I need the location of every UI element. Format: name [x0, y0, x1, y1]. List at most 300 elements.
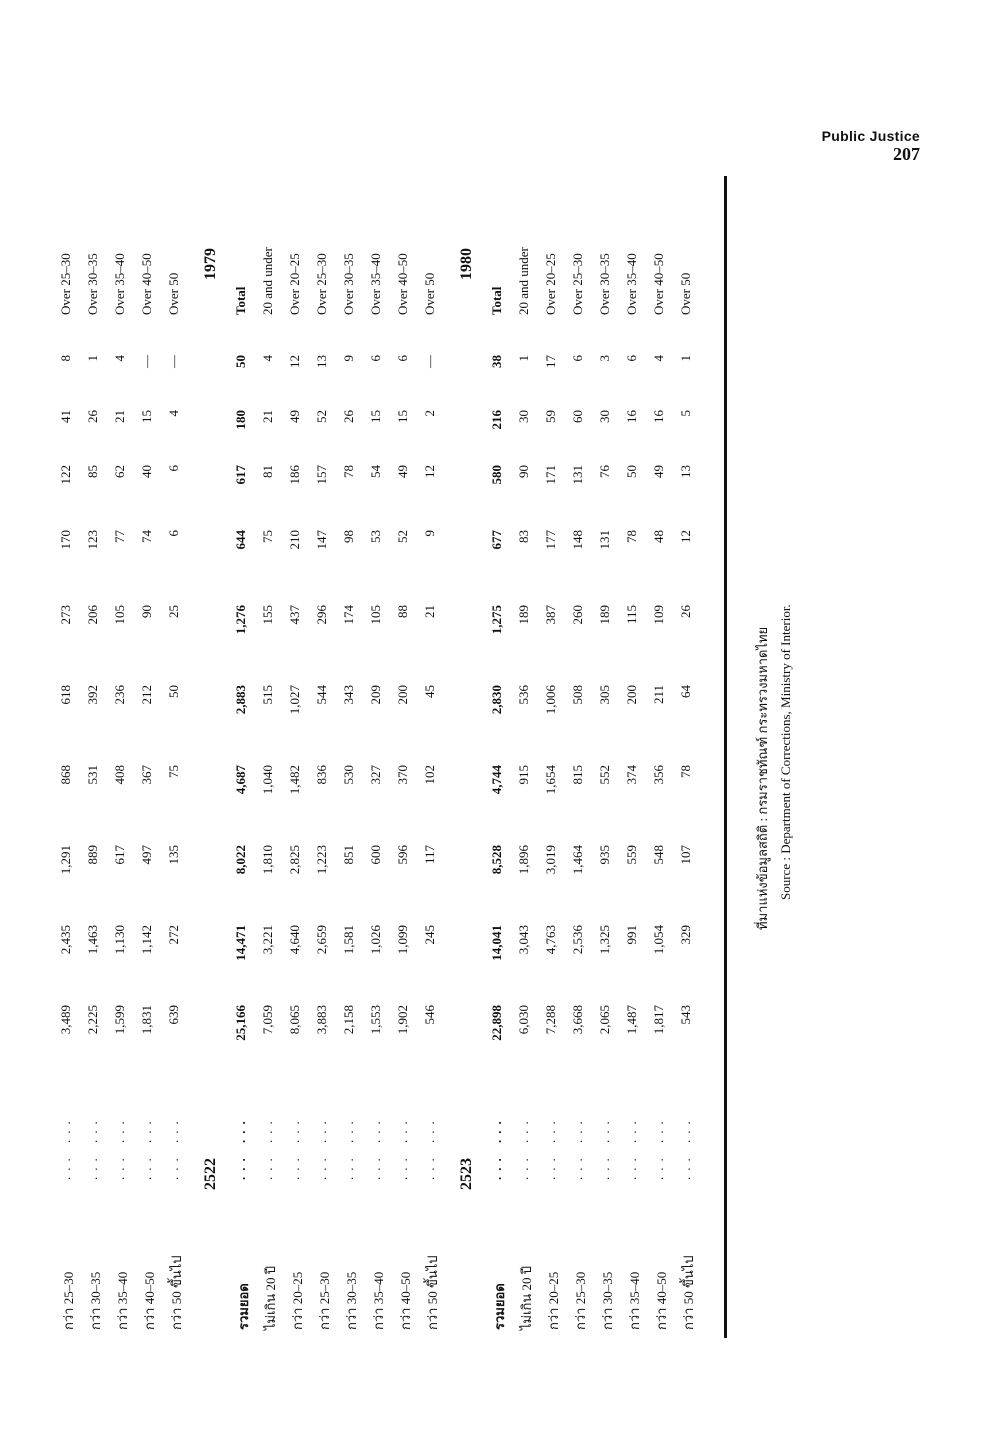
table-cell: 52: [314, 410, 329, 423]
row-label-english: Over 25–30: [314, 253, 329, 315]
row-label-thai: กว่า 40–50: [654, 1271, 669, 1330]
row-label-english: Over 40–50: [651, 253, 666, 315]
row-label-thai: กว่า 50 ขึ้นไป: [681, 1255, 696, 1330]
table-cell: 580: [489, 465, 504, 485]
table-cell: 26: [341, 410, 356, 423]
table-cell: 548: [651, 845, 666, 865]
leader-dots: ... ...: [516, 1115, 531, 1180]
table-cell: 189: [516, 605, 531, 625]
table-cell: 88: [395, 605, 410, 618]
table-cell: 868: [58, 765, 73, 785]
table-cell: 25,166: [233, 1005, 248, 1041]
table-cell: 1,464: [570, 845, 585, 875]
table-cell: 50: [166, 685, 181, 698]
table-cell: 3,221: [260, 925, 275, 955]
table-cell: 26: [85, 410, 100, 423]
table-cell: 1,291: [58, 845, 73, 875]
leader-dots: ... ...: [112, 1115, 127, 1180]
table-cell: 4,640: [287, 925, 302, 955]
table-cell: 815: [570, 765, 585, 785]
table-cell: 85: [85, 465, 100, 478]
row-label-thai: กว่า 20–25: [290, 1271, 305, 1330]
row-label-english: 20 and under: [516, 247, 531, 315]
table-row: [257, 170, 283, 1340]
table-cell: 915: [516, 765, 531, 785]
row-label-thai: กว่า 35–40: [115, 1271, 130, 1330]
table-cell: 559: [624, 845, 639, 865]
table-cell: 16: [624, 410, 639, 423]
table-row: [486, 170, 512, 1340]
table-cell: 148: [570, 530, 585, 550]
table-cell: 356: [651, 765, 666, 785]
table-cell: 30: [597, 410, 612, 423]
row-label-english: Over 30–35: [597, 253, 612, 315]
table-cell: 40: [139, 465, 154, 478]
table-cell: 4: [166, 410, 181, 417]
table-cell: 171: [543, 465, 558, 485]
leader-dots: ... ...: [597, 1115, 612, 1180]
table-cell: 9: [341, 355, 356, 362]
table-cell: 4: [112, 355, 127, 362]
leader-dots: ... ...: [368, 1115, 383, 1180]
table-cell: 296: [314, 605, 329, 625]
row-label-english: Over 20–25: [287, 253, 302, 315]
table-cell: 6: [395, 355, 410, 362]
table-cell: 13: [314, 355, 329, 368]
table-cell: 83: [516, 530, 531, 543]
table-cell: 14,041: [489, 925, 504, 961]
table-cell: 21: [422, 605, 437, 618]
table-cell: 81: [260, 465, 275, 478]
table-cell: 75: [260, 530, 275, 543]
table-row: [163, 170, 189, 1340]
table-cell: 123: [85, 530, 100, 550]
table-cell: 374: [624, 765, 639, 785]
table-cell: 1: [678, 355, 693, 362]
table-cell: 17: [543, 355, 558, 368]
row-label-english: Over 50: [166, 272, 181, 315]
table-cell: 211: [651, 685, 666, 705]
table-row: [338, 170, 364, 1340]
table-cell: 2,225: [85, 1005, 100, 1035]
table-cell: 22,898: [489, 1005, 504, 1041]
table-cell: 135: [166, 845, 181, 865]
table-cell: 1: [516, 355, 531, 362]
table-cell: —: [422, 355, 437, 368]
leader-dots: ... ...: [139, 1115, 154, 1180]
table-cell: 272: [166, 925, 181, 945]
table-cell: 536: [516, 685, 531, 705]
table-cell: 90: [516, 465, 531, 478]
table-cell: 77: [112, 530, 127, 543]
table-row: [392, 170, 418, 1340]
table-row: [284, 170, 310, 1340]
leader-dots: ... ...: [58, 1115, 73, 1180]
leader-dots: ... ...: [166, 1115, 181, 1180]
table-cell: 50: [624, 465, 639, 478]
table-cell: 543: [678, 1005, 693, 1025]
table-cell: 552: [597, 765, 612, 785]
table-row: [567, 170, 593, 1340]
table-cell: 49: [395, 465, 410, 478]
table-row: [109, 170, 135, 1340]
leader-dots: ... ...: [233, 1115, 248, 1180]
year-label-english: 1980: [458, 248, 475, 280]
table-cell: 174: [341, 605, 356, 625]
leader-dots: ... ...: [260, 1115, 275, 1180]
table-cell: 6,030: [516, 1005, 531, 1035]
table-cell: 437: [287, 605, 302, 625]
table-cell: 1,026: [368, 925, 383, 955]
table-cell: 544: [314, 685, 329, 705]
table-cell: 889: [85, 845, 100, 865]
table-cell: 497: [139, 845, 154, 865]
table-row: [621, 170, 647, 1340]
table-row: [136, 170, 162, 1340]
table-cell: 105: [112, 605, 127, 625]
table-cell: 131: [597, 530, 612, 550]
row-label-english: Over 35–40: [368, 253, 383, 315]
table-cell: 1,487: [624, 1005, 639, 1035]
table-cell: 102: [422, 765, 437, 785]
table-cell: 1,902: [395, 1005, 410, 1035]
leader-dots: ... ...: [314, 1115, 329, 1180]
row-label-english: Over 35–40: [624, 253, 639, 315]
row-label-thai: ไม่เกิน 20 ปี: [519, 1265, 534, 1330]
table-row: [365, 170, 391, 1340]
table-cell: 15: [139, 410, 154, 423]
table-cell: 2,659: [314, 925, 329, 955]
table-cell: 617: [233, 465, 248, 485]
table-row: [540, 170, 566, 1340]
table-cell: 1,896: [516, 845, 531, 875]
table-row: [230, 170, 256, 1340]
table-cell: 8,022: [233, 845, 248, 875]
page-number: 207: [893, 144, 920, 165]
table-cell: 7,059: [260, 1005, 275, 1035]
row-label-thai: รวมยอด: [236, 1283, 251, 1330]
table-cell: 530: [341, 765, 356, 785]
table-cell: 109: [651, 605, 666, 625]
row-label-english: Over 50: [422, 272, 437, 315]
table-cell: 1: [85, 355, 100, 362]
table-cell: 4,687: [233, 765, 248, 795]
table-cell: 1,223: [314, 845, 329, 875]
table-cell: 327: [368, 765, 383, 785]
table-cell: 546: [422, 1005, 437, 1025]
table-cell: 3: [597, 355, 612, 362]
table-cell: 1,482: [287, 765, 302, 795]
row-label-english: Over 50: [678, 272, 693, 315]
table-cell: 1,325: [597, 925, 612, 955]
row-label-thai: กว่า 25–30: [317, 1271, 332, 1330]
table-cell: —: [139, 355, 154, 368]
row-label-english: Total: [489, 286, 504, 315]
table-cell: 49: [287, 410, 302, 423]
row-label-thai: กว่า 50 ขึ้นไป: [425, 1255, 440, 1330]
row-label-thai: กว่า 40–50: [142, 1271, 157, 1330]
table-cell: 3,668: [570, 1005, 585, 1035]
table-cell: 596: [395, 845, 410, 865]
row-label-thai: กว่า 30–35: [88, 1271, 103, 1330]
row-label-english: Over 20–25: [543, 253, 558, 315]
table-row: [311, 170, 337, 1340]
table-cell: 45: [422, 685, 437, 698]
table-cell: 1,831: [139, 1005, 154, 1035]
table-cell: 2,830: [489, 685, 504, 715]
table-cell: 216: [489, 410, 504, 430]
leader-dots: ... ...: [85, 1115, 100, 1180]
table-cell: 206: [85, 605, 100, 625]
table-cell: 78: [624, 530, 639, 543]
table-cell: 4: [651, 355, 666, 362]
leader-dots: ... ...: [489, 1115, 504, 1180]
source-english: Source : Department of Corrections, Ministry of Interior.: [778, 604, 793, 900]
table-cell: 2,825: [287, 845, 302, 875]
table-cell: 935: [597, 845, 612, 865]
row-label-thai: กว่า 25–30: [573, 1271, 588, 1330]
table-cell: 2,883: [233, 685, 248, 715]
table-cell: 6: [166, 530, 181, 537]
table-cell: 209: [368, 685, 383, 705]
table-cell: 25: [166, 605, 181, 618]
table-cell: 305: [597, 685, 612, 705]
table-cell: 41: [58, 410, 73, 423]
row-label-thai: กว่า 30–35: [344, 1271, 359, 1330]
table-cell: 991: [624, 925, 639, 945]
table-cell: 157: [314, 465, 329, 485]
table-cell: 170: [58, 530, 73, 550]
table-cell: 6: [570, 355, 585, 362]
table-cell: 200: [395, 685, 410, 705]
page-header: [822, 128, 920, 165]
table-cell: 30: [516, 410, 531, 423]
table-cell: 1,142: [139, 925, 154, 955]
table-cell: 117: [422, 845, 437, 865]
table-cell: 78: [341, 465, 356, 478]
table-cell: 2,065: [597, 1005, 612, 1035]
leader-dots: ... ...: [624, 1115, 639, 1180]
table-cell: 7,288: [543, 1005, 558, 1035]
table-cell: 12: [678, 530, 693, 543]
table-cell: 48: [651, 530, 666, 543]
table-cell: 2,536: [570, 925, 585, 955]
leader-dots: ... ...: [678, 1115, 693, 1180]
table-cell: 177: [543, 530, 558, 550]
row-label-english: Over 25–30: [570, 253, 585, 315]
table-cell: 3,019: [543, 845, 558, 875]
table-cell: 21: [260, 410, 275, 423]
table-cell: 3,489: [58, 1005, 73, 1035]
table-cell: 54: [368, 465, 383, 478]
table-cell: 1,054: [651, 925, 666, 955]
table-cell: 50: [233, 355, 248, 368]
table-cell: 155: [260, 605, 275, 625]
table-cell: 4,744: [489, 765, 504, 795]
section-title: Public Justice: [821, 128, 920, 144]
table-cell: 6: [368, 355, 383, 362]
table-cell: 1,817: [651, 1005, 666, 1035]
leader-dots: ... ...: [570, 1115, 585, 1180]
table-cell: 8,528: [489, 845, 504, 875]
table-cell: 180: [233, 410, 248, 430]
table-cell: 76: [597, 465, 612, 478]
row-label-thai: กว่า 40–50: [398, 1271, 413, 1330]
year-label-thai: 2523: [458, 1158, 475, 1190]
table-cell: 1,463: [85, 925, 100, 955]
table-cell: —: [166, 355, 181, 368]
leader-dots: ... ...: [543, 1115, 558, 1180]
leader-dots: ... ...: [341, 1115, 356, 1180]
table-cell: 115: [624, 605, 639, 625]
leader-dots: ... ...: [395, 1115, 410, 1180]
row-label-thai: รวมยอด: [492, 1283, 507, 1330]
table-cell: 12: [422, 465, 437, 478]
table-row: [82, 170, 108, 1340]
table-cell: 26: [678, 605, 693, 618]
table-cell: 98: [341, 530, 356, 543]
table-cell: 53: [368, 530, 383, 543]
table-cell: 600: [368, 845, 383, 865]
leader-dots: ... ...: [287, 1115, 302, 1180]
table-cell: 9: [422, 530, 437, 537]
table-cell: 1,654: [543, 765, 558, 795]
table-cell: 329: [678, 925, 693, 945]
table-cell: 14,471: [233, 925, 248, 961]
table-cell: 78: [678, 765, 693, 778]
table-cell: 370: [395, 765, 410, 785]
row-label-thai: ไม่เกิน 20 ปี: [263, 1265, 278, 1330]
table-cell: 15: [395, 410, 410, 423]
table-cell: 1,040: [260, 765, 275, 795]
table-cell: 2,435: [58, 925, 73, 955]
table-cell: 122: [58, 465, 73, 485]
table-cell: 273: [58, 605, 73, 625]
table-cell: 1,275: [489, 605, 504, 635]
table-row: [419, 170, 445, 1340]
source-thai: ที่มาแห่งข้อมูลสถิติ : กรมราชทัณฑ์ กระทรวงมหาดไทย: [755, 626, 770, 930]
row-label-english: 20 and under: [260, 247, 275, 315]
table-cell: 677: [489, 530, 504, 550]
table-cell: 3,043: [516, 925, 531, 955]
table-cell: 1,099: [395, 925, 410, 955]
table-cell: 617: [112, 845, 127, 865]
table-cell: 62: [112, 465, 127, 478]
table-cell: 6: [624, 355, 639, 362]
table-cell: 49: [651, 465, 666, 478]
table-cell: 236: [112, 685, 127, 705]
vertical-rule: [724, 176, 727, 1338]
table-cell: 367: [139, 765, 154, 785]
table-cell: 210: [287, 530, 302, 550]
row-label-english: Over 40–50: [139, 253, 154, 315]
table-cell: 531: [85, 765, 100, 785]
table-cell: 15: [368, 410, 383, 423]
table-cell: 3,883: [314, 1005, 329, 1035]
row-label-thai: กว่า 50 ขึ้นไป: [169, 1255, 184, 1330]
table-cell: 13: [678, 465, 693, 478]
row-label-thai: กว่า 30–35: [600, 1271, 615, 1330]
table-cell: 212: [139, 685, 154, 705]
table-cell: 851: [341, 845, 356, 865]
table-cell: 1,006: [543, 685, 558, 715]
table-cell: 1,027: [287, 685, 302, 715]
table-cell: 52: [395, 530, 410, 543]
table-cell: 38: [489, 355, 504, 368]
row-label-english: Over 25–30: [58, 253, 73, 315]
rotated-table: [50, 170, 793, 1340]
table-cell: 1,553: [368, 1005, 383, 1035]
year-label-thai: 2522: [202, 1158, 219, 1190]
leader-dots: ... ...: [651, 1115, 666, 1180]
table-cell: 1,810: [260, 845, 275, 875]
table-cell: 245: [422, 925, 437, 945]
table-cell: 21: [112, 410, 127, 423]
table-row: [648, 170, 674, 1340]
table-cell: 639: [166, 1005, 181, 1025]
table-cell: 8,065: [287, 1005, 302, 1035]
table-cell: 1,599: [112, 1005, 127, 1035]
table-row: [513, 170, 539, 1340]
table-cell: 105: [368, 605, 383, 625]
table-cell: 90: [139, 605, 154, 618]
table-cell: 200: [624, 685, 639, 705]
table-cell: 107: [678, 845, 693, 865]
table-cell: 515: [260, 685, 275, 705]
row-label-english: Total: [233, 286, 248, 315]
table-cell: 618: [58, 685, 73, 705]
table-cell: 4,763: [543, 925, 558, 955]
table-cell: 387: [543, 605, 558, 625]
row-label-thai: กว่า 20–25: [546, 1271, 561, 1330]
table-cell: 12: [287, 355, 302, 368]
table-cell: 1,581: [341, 925, 356, 955]
table-cell: 60: [570, 410, 585, 423]
row-label-english: Over 30–35: [341, 253, 356, 315]
table-cell: 644: [233, 530, 248, 550]
table-cell: 836: [314, 765, 329, 785]
table-cell: 131: [570, 465, 585, 485]
table-cell: 8: [58, 355, 73, 362]
table-cell: 343: [341, 685, 356, 705]
row-label-thai: กว่า 25–30: [61, 1271, 76, 1330]
table-cell: 16: [651, 410, 666, 423]
row-label-english: Over 30–35: [85, 253, 100, 315]
row-label-thai: กว่า 35–40: [627, 1271, 642, 1330]
table-cell: 75: [166, 765, 181, 778]
row-label-english: Over 40–50: [395, 253, 410, 315]
table-cell: 392: [85, 685, 100, 705]
table-cell: 74: [139, 530, 154, 543]
table-row: [594, 170, 620, 1340]
table-cell: 260: [570, 605, 585, 625]
table-cell: 5: [678, 410, 693, 417]
table-cell: 59: [543, 410, 558, 423]
table-row: [55, 170, 81, 1340]
year-label-english: 1979: [202, 248, 219, 280]
table-cell: 189: [597, 605, 612, 625]
table-cell: 1,276: [233, 605, 248, 635]
leader-dots: ... ...: [422, 1115, 437, 1180]
table-cell: 1,130: [112, 925, 127, 955]
table-cell: 2,158: [341, 1005, 356, 1035]
table-cell: 508: [570, 685, 585, 705]
table-cell: 408: [112, 765, 127, 785]
row-label-thai: กว่า 35–40: [371, 1271, 386, 1330]
table-cell: 2: [422, 410, 437, 417]
table-cell: 64: [678, 685, 693, 698]
table-cell: 6: [166, 465, 181, 472]
